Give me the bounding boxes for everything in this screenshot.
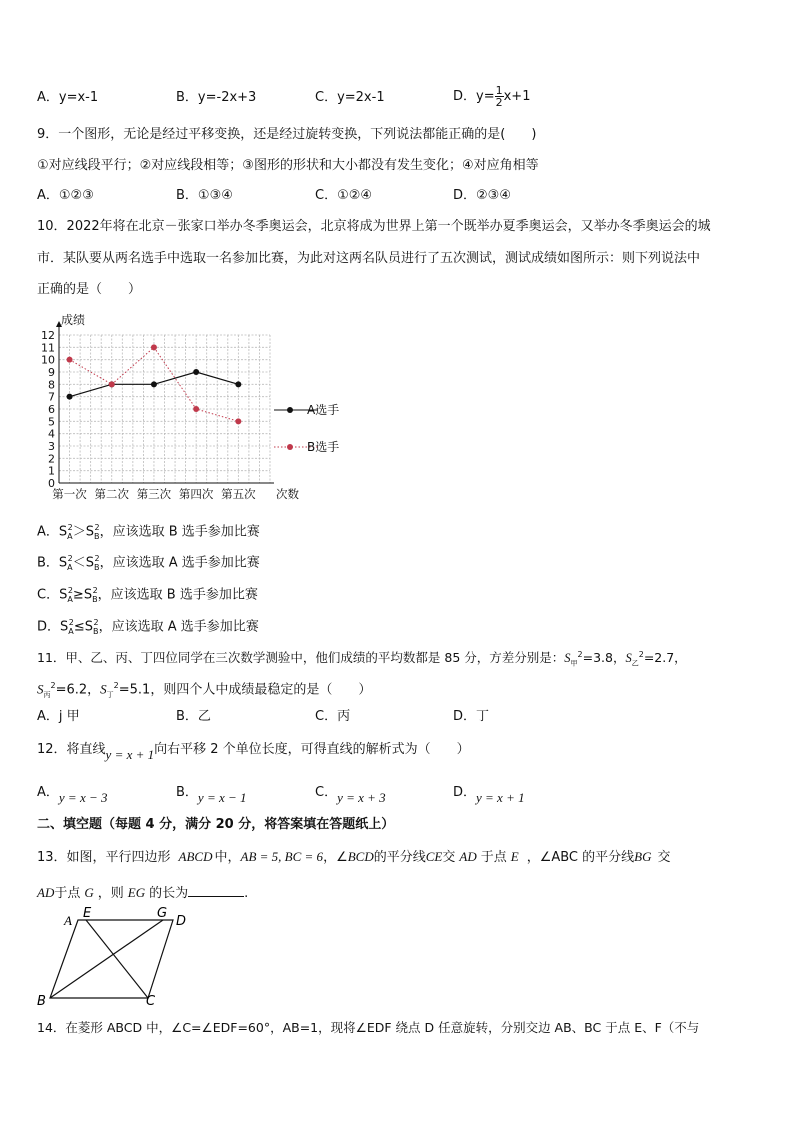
y-tick-label: 8 bbox=[48, 378, 55, 392]
q9-statements: ①对应线段平行；②对应线段相等；③图形的形状和大小都没有发生变化；④对应角相等 bbox=[37, 158, 539, 173]
legend-marker-b bbox=[287, 444, 293, 450]
q9-option-b: B．①③④ bbox=[176, 188, 233, 203]
data-point-a bbox=[235, 381, 241, 387]
legend-label-b: B选手 bbox=[307, 440, 340, 454]
q8-option-b: B．y=-2x+3 bbox=[176, 90, 257, 105]
q11-option-b: B．乙 bbox=[176, 709, 211, 724]
q10-line-3: 正确的是（ ） bbox=[37, 282, 142, 297]
q10-option-a: A．$S_A^2>S_B^2$，应该选取 B 选手参加比赛 bbox=[37, 523, 260, 541]
q10-option-b: B．$S_A^2<S_B^2$，应该选取 A 选手参加比赛 bbox=[37, 554, 260, 572]
q8-option-a: A．y=x-1 bbox=[37, 90, 99, 105]
q13-line-2: AD于点 G ，则 EG 的长为 . bbox=[37, 882, 248, 904]
y-tick-label: 1 bbox=[48, 464, 55, 478]
y-tick-label: 4 bbox=[48, 427, 55, 441]
q12-option-c: C．y = x + 3 bbox=[315, 785, 386, 805]
data-point-a bbox=[67, 394, 73, 400]
y-tick-label: 12 bbox=[41, 329, 55, 342]
data-point-b bbox=[151, 344, 157, 350]
q9-option-c: C．①②④ bbox=[315, 188, 373, 203]
label-b: B bbox=[37, 994, 46, 1005]
y-tick-label: 7 bbox=[48, 390, 55, 404]
label-c: C bbox=[146, 994, 156, 1005]
label-e: E bbox=[83, 906, 92, 921]
q11-line-2: $S_丙^2=6.2$，$S_丁^2=5.1$，则四个人中成绩最稳定的是（ ） bbox=[37, 681, 372, 699]
x-axis-label: 次数 bbox=[276, 487, 299, 501]
q10-line-2: 市．某队要从两名选手中选取一名参加比赛，为此对这两名队员进行了五次测试，测试成绩如图所示：则下列说法中 bbox=[37, 251, 701, 266]
label-d: D bbox=[176, 914, 187, 929]
answer-blank bbox=[188, 882, 244, 897]
q11-option-c: C．丙 bbox=[315, 709, 351, 724]
q11-option-d: D．丁 bbox=[453, 709, 490, 724]
data-point-b bbox=[67, 357, 73, 363]
q9-option-d: D．②③④ bbox=[453, 188, 511, 203]
q12-stem: 12．将直线y = x + 1向右平移 2 个单位长度，可得直线的解析式为（ ） bbox=[37, 742, 470, 762]
x-tick-label: 第一次 bbox=[52, 487, 87, 501]
y-tick-label: 10 bbox=[41, 353, 55, 367]
q10-option-c: C．$S_A^2\ge S_B^2$，应该选取 B 选手参加比赛 bbox=[37, 586, 258, 604]
data-point-b bbox=[235, 418, 241, 424]
legend-label-a: A选手 bbox=[307, 403, 340, 417]
label-a: A bbox=[64, 913, 72, 928]
q14-line-1: 14．在菱形 ABCD 中，∠C=∠EDF=60°，AB=1，现将∠EDF 绕点 D 任意旋转，分别交边 AB、BC 于点 E、F（不与 bbox=[37, 1020, 700, 1035]
data-point-b bbox=[193, 406, 199, 412]
segment-ce bbox=[86, 920, 148, 998]
data-point-a bbox=[193, 369, 199, 375]
q10-option-d: D．$S_A^2\le S_B^2$，应该选取 A 选手参加比赛 bbox=[37, 618, 259, 636]
y-tick-label: 0 bbox=[48, 477, 55, 490]
y-tick-label: 11 bbox=[41, 341, 55, 355]
legend-marker-a bbox=[287, 407, 293, 413]
x-tick-label: 第三次 bbox=[136, 487, 172, 501]
q12-option-b: B．y = x − 1 bbox=[176, 785, 247, 805]
q10-line-1: 10．2022年将在北京－张家口举办冬季奥运会，北京将成为世界上第一个既举办夏季奥运会，又举办冬季奥运会的城 bbox=[37, 219, 711, 234]
q11-line-1: 11．甲、乙、丙、丁四位同学在三次数学测验中，他们成绩的平均数都是 85 分，方差分别是：$S_甲^2=3.8$，$S_乙^2=2.7$， bbox=[37, 650, 687, 668]
data-point-b bbox=[109, 381, 115, 387]
q8-option-c: C．y=2x-1 bbox=[315, 90, 385, 105]
fraction: $\frac{1}{2}$ bbox=[495, 84, 503, 109]
section-heading: 二、填空题（每题 4 分，满分 20 分，将答案填在答题纸上） bbox=[37, 817, 395, 832]
y-tick-label: 2 bbox=[48, 452, 55, 466]
y-tick-label: 9 bbox=[48, 366, 55, 379]
y-tick-label: 6 bbox=[48, 403, 55, 416]
x-tick-label: 第二次 bbox=[94, 487, 129, 501]
q12-option-d: D．y = x + 1 bbox=[453, 785, 525, 805]
parallelogram-outline bbox=[50, 920, 173, 998]
y-axis-label: 成绩 bbox=[61, 313, 86, 327]
segment-bg bbox=[50, 920, 163, 998]
data-point-a bbox=[151, 381, 157, 387]
y-tick-label: 5 bbox=[48, 415, 55, 429]
q11-option-a: A．j 甲 bbox=[37, 709, 80, 724]
q8-option-d: D．y= $\frac{1}{2}$ x+1 bbox=[453, 84, 531, 109]
parallelogram-figure bbox=[30, 905, 200, 1005]
y-tick-label: 3 bbox=[48, 440, 55, 453]
score-line-chart bbox=[30, 310, 390, 510]
q9-stem: 9．一个图形，无论是经过平移变换，还是经过旋转变换，下列说法都能正确的是( ) bbox=[37, 127, 537, 142]
x-tick-label: 第五次 bbox=[221, 487, 256, 501]
label-g: G bbox=[157, 906, 168, 921]
q12-option-a: A．y = x − 3 bbox=[37, 785, 108, 805]
q9-option-a: A．①②③ bbox=[37, 188, 94, 203]
q13-line-1: 13．如图，平行四边形 ABCD 中，AB = 5, BC = 6，∠BCD的平分线CE交 AD 于点 E ，∠ABC 的平分线BG 交 bbox=[37, 849, 671, 865]
x-tick-label: 第四次 bbox=[178, 487, 214, 501]
